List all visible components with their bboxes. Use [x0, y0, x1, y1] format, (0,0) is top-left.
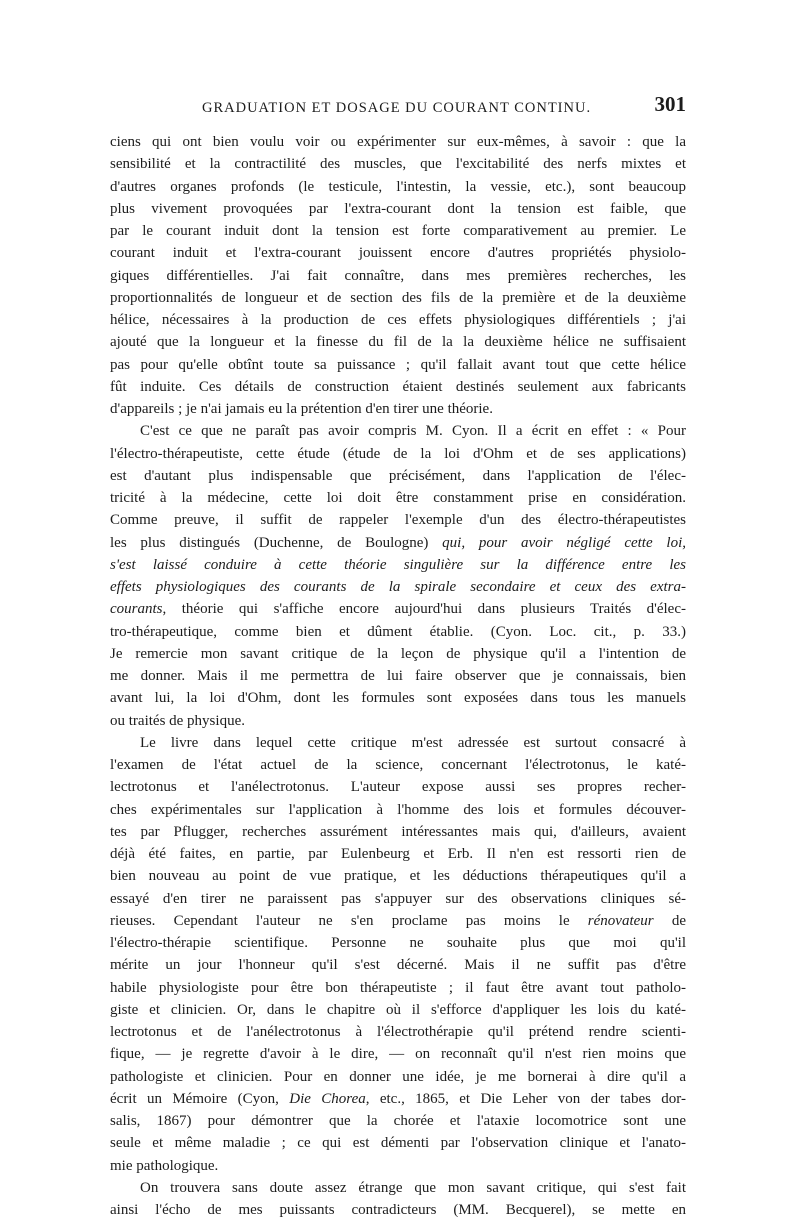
- text-line: [110, 220, 686, 242]
- line-text: essayé d'en tirer ne paraissent pas s'appuyer sur des observations cliniques sé-: [110, 890, 686, 907]
- line-text: déjà été faites, en partie, par Eulenbeurg et Erb. Il n'en est ressorti rien de: [110, 846, 686, 862]
- emphasis-text: courants: [110, 601, 163, 618]
- emphasis-text: rénovateur: [587, 912, 654, 929]
- text-line: [110, 843, 686, 865]
- line-text: écrit un Mémoire (Cyon,: [110, 1090, 290, 1107]
- text-line: [110, 354, 686, 376]
- line-text: avant lui, la loi d'Ohm, dont les formules sont exposées dans tous les manuels: [110, 690, 686, 707]
- text-line: [110, 1132, 686, 1154]
- line-text: plus vivement provoquées par l'extra-courant dont la tension est faible, que: [110, 200, 686, 217]
- text-line: [110, 954, 686, 976]
- text-line: [110, 621, 686, 643]
- text-line: [110, 465, 686, 487]
- line-text: seule et même maladie ; ce qui est démenti par l'observation clinique et l'anato-: [110, 1135, 686, 1152]
- line-text: giques différentielles. J'ai fait connaître, dans mes premières recherches, les: [110, 267, 686, 284]
- line-text: l'électro-thérapie scientifique. Personne ne souhaite plus que moi qu'il: [110, 935, 686, 951]
- line-text: Je remercie mon savant critique de la leçon de physique qu'il a l'intention de: [110, 645, 686, 662]
- text-line: [110, 1043, 686, 1065]
- text-line: [110, 932, 686, 954]
- text-line: [110, 376, 686, 398]
- text-line: [110, 554, 686, 576]
- line-text: On trouvera sans doute assez étrange que mon savant critique, qui s'est fait: [140, 1179, 686, 1196]
- line-text: lectrotonus et l'anélectrotonus. L'auteur expose aussi ses propres recher-: [110, 779, 686, 796]
- text-line: [110, 153, 686, 175]
- emphasis-text: s'est laissé conduire à cette théorie singulière sur la différence entre les: [110, 556, 686, 573]
- text-line: [110, 331, 686, 353]
- text-line: [110, 888, 686, 910]
- text-line: [110, 287, 686, 309]
- line-text: ou traités de physique.: [110, 712, 245, 729]
- text-line: [110, 1088, 686, 1110]
- text-line: [110, 1177, 686, 1199]
- line-text: salis, 1867) pour démontrer que la chorée et l'ataxie locomotrice sont une: [110, 1113, 686, 1129]
- text-line: [110, 910, 686, 932]
- running-title: GRADUATION ET DOSAGE DU COURANT CONTINU.: [202, 100, 592, 116]
- line-text: proportionnalités de longueur et de section des fils de la première et de la deuxième: [110, 289, 686, 306]
- line-text: fût induite. Ces détails de construction étaient destinés seulement aux fabricants: [110, 378, 686, 395]
- text-line: [110, 598, 686, 620]
- line-text: l'électro-thérapeutiste, cette étude (étude de la loi d'Ohm et de ses applications): [110, 445, 686, 462]
- body-text: [110, 131, 686, 1221]
- line-text: rieuses. Cependant l'auteur ne s'en proclame pas moins le: [110, 912, 588, 929]
- line-text: ciens qui ont bien voulu voir ou expérimenter sur eux-mêmes, à savoir : que la: [110, 134, 686, 150]
- line-text: , théorie qui s'affiche encore aujourd'hui dans plusieurs Traités d'élec-: [162, 601, 686, 618]
- emphasis-text: effets physiologiques des courants de la spirale secondaire et ceux des extra-: [110, 579, 686, 595]
- line-text: giste et clinicien. Or, dans le chapitre où il s'efforce d'appliquer les lois du katé-: [110, 1001, 686, 1018]
- text-line: [110, 309, 686, 331]
- line-text: ajouté que la longueur et la finesse du fil de la la deuxième hélice ne suffisaient: [110, 334, 686, 351]
- text-line: [110, 532, 686, 554]
- line-text: les plus distingués (Duchenne, de Boulogne): [110, 534, 443, 551]
- page-header: [110, 92, 686, 122]
- text-line: [110, 732, 686, 754]
- text-line: [110, 776, 686, 798]
- text-line: [110, 487, 686, 509]
- text-line: [110, 821, 686, 843]
- text-line: [110, 176, 686, 198]
- line-text: ches expérimentales sur l'application à l'homme des lois et formules découver-: [110, 801, 686, 818]
- line-text-after: de: [653, 912, 686, 929]
- line-text: hélice, nécessaires à la production de ces effets physiologiques différentiels ; j'ai: [110, 312, 686, 328]
- text-line: [110, 198, 686, 220]
- emphasis-text: qui, pour avoir négligé cette loi,: [442, 534, 686, 551]
- line-text: habile physiologiste pour être bon thérapeutiste ; il faut être avant tout patholo-: [110, 979, 686, 996]
- text-line: [110, 576, 686, 598]
- line-text: Comme preuve, il suffit de rappeler l'exemple d'un des électro-thérapeutistes: [110, 512, 686, 529]
- line-text: tricité à la médecine, cette loi doit être constamment prise en considération.: [110, 490, 686, 506]
- line-text: C'est ce que ne paraît pas avoir compris M. Cyon. Il a écrit en effet : « Pour: [140, 423, 686, 440]
- text-line: [110, 754, 686, 776]
- text-line: [110, 420, 686, 442]
- line-text: mie pathologique.: [110, 1157, 219, 1174]
- text-line: [110, 1155, 686, 1177]
- line-text: sensibilité et la contractilité des muscles, que l'excitabilité des nerfs mixtes et: [110, 156, 686, 173]
- line-text: fique, — je regrette d'avoir à le dire, — on reconnaît qu'il n'est rien moins que: [110, 1046, 686, 1063]
- text-line: [110, 977, 686, 999]
- text-line: [110, 799, 686, 821]
- line-text: tro-thérapeutique, comme bien et dûment établie. (Cyon. Loc. cit., p. 33.): [110, 623, 686, 640]
- line-text: me donner. Mais il me permettra de lui faire observer que je connaissais, bien: [110, 668, 686, 684]
- line-text: par le courant induit dont la tension est forte comparativement au premier. Le: [110, 223, 686, 239]
- text-line: [110, 665, 686, 687]
- text-line: [110, 1021, 686, 1043]
- line-text: lectrotonus et de l'anélectrotonus à l'électrothérapie qu'il prétend rendre scienti-: [110, 1024, 686, 1040]
- text-line: [110, 131, 686, 153]
- text-line: [110, 999, 686, 1021]
- line-text: pas pour qu'elle obtînt toute sa puissance ; qu'il fallait avant tout que cette hélice: [110, 356, 686, 373]
- line-text-after: , etc., 1865, et Die Leher von der tabes dor-: [365, 1090, 686, 1107]
- line-text: pathologiste et clinicien. Pour en donner une idée, je me bornerai à dire qu'il a: [110, 1068, 686, 1085]
- line-text: bien nouveau au point de vue pratique, et les déductions thérapeutiques qu'il a: [110, 868, 686, 885]
- text-line: [110, 242, 686, 264]
- line-text: mérite un jour l'honneur qu'il s'est décerné. Mais il ne suffit pas d'être: [110, 957, 686, 974]
- text-line: [110, 265, 686, 287]
- line-text: tes par Pflugger, recherches assurément intéressantes mais qui, d'ailleurs, avaient: [110, 823, 686, 840]
- line-text: d'autres organes profonds (le testicule, l'intestin, la vessie, etc.), sont beaucoup: [110, 178, 686, 195]
- line-text: d'appareils ; je n'ai jamais eu la prétention d'en tirer une théorie.: [110, 401, 493, 417]
- page-number: 301: [654, 92, 686, 116]
- text-line: [110, 643, 686, 665]
- line-text: ainsi l'écho de mes puissants contradicteurs (MM. Becquerel), se mette en: [110, 1202, 686, 1218]
- line-text: l'examen de l'état actuel de la science, concernant l'électrotonus, le katé-: [110, 757, 686, 773]
- emphasis-text: Die Chorea: [289, 1090, 366, 1107]
- line-text: est d'autant plus indispensable que précisément, dans l'application de l'élec-: [110, 467, 686, 484]
- line-text: Le livre dans lequel cette critique m'est adressée est surtout consacré à: [140, 734, 686, 751]
- line-text: courant induit et l'extra-courant jouissent encore d'autres propriétés physiolo-: [110, 245, 686, 262]
- text-line: [110, 509, 686, 531]
- text-line: [110, 687, 686, 709]
- text-line: [110, 710, 686, 732]
- text-line: [110, 1066, 686, 1088]
- text-line: [110, 398, 686, 420]
- text-line: [110, 1199, 686, 1221]
- text-line: [110, 865, 686, 887]
- text-line: [110, 1110, 686, 1132]
- text-line: [110, 443, 686, 465]
